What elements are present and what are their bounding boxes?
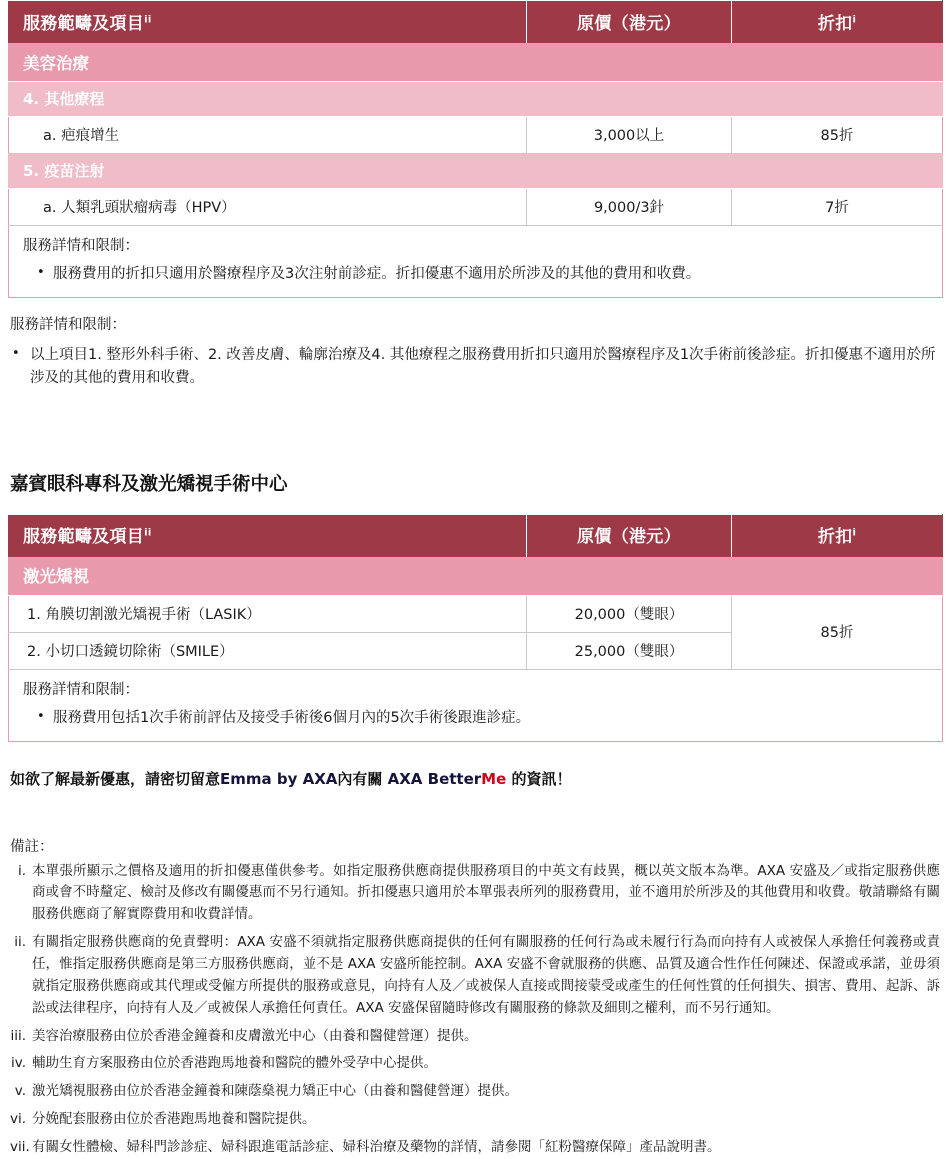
remark-text: 激光矯視服務由位於香港金鐘養和陳蔭燊視力矯正中心（由養和醫健營運）提供。 (32, 1083, 518, 1100)
promo-brand-axa-better: AXA Better (387, 769, 482, 788)
column-header-discount (732, 514, 943, 557)
table-notes-bullet-text: 服務費用包括1次手術前評估及接受手術後6個月內的5次手術後跟進診症。 (53, 710, 531, 727)
table-notes-bullet (23, 707, 928, 729)
column-header-discount-label: 折扣 (817, 13, 853, 34)
column-header-discount-label: 折扣 (817, 527, 853, 548)
promo-middle: 內有關 (337, 769, 388, 788)
service-details-title: 服務詳情和限制： (10, 316, 126, 333)
spacer (8, 496, 942, 514)
table-notes-title: 服務詳情和限制： (23, 238, 139, 254)
row-item-label: a. 人類乳頭狀瘤病毒（HPV） (9, 189, 527, 226)
category-label: 激光矯視 (9, 557, 943, 595)
row-price-value: 3,000以上 (527, 117, 732, 154)
column-header-item-label: 服務範疇及項目 (23, 13, 145, 34)
column-header-item-label: 服務範疇及項目 (23, 527, 145, 548)
spacer (8, 742, 942, 768)
row-discount-value: 85折 (732, 117, 943, 154)
bullet-icon: • (37, 709, 45, 725)
remark-item (10, 1137, 940, 1159)
service-details-bullet (10, 344, 940, 390)
table-header-row (9, 514, 943, 557)
remark-item (10, 1053, 940, 1075)
table-notes-row (9, 226, 943, 298)
row-discount-value-merged: 85折 (732, 595, 943, 669)
column-header-item (9, 1, 527, 44)
spacer (8, 789, 942, 835)
bullet-icon: • (37, 265, 45, 281)
subcategory-row (9, 82, 943, 117)
promo-brand-emma: Emma by AXA (220, 769, 338, 788)
remark-text: 美容治療服務由位於香港金鐘養和皮膚激光中心（由養和醫健營運）提供。 (32, 1027, 478, 1044)
table-notes-row (9, 669, 943, 741)
table-notes-cell (9, 669, 943, 741)
bullet-icon: • (12, 345, 20, 361)
remark-text: 本單張所顯示之價格及適用的折扣優惠僅供參考。如指定服務供應商提供服務項目的中英文有歧異，概以英文版本為準。AXA 安盛及／或指定服務供應商或會不時釐定、檢討及修改有關優惠而不另行通知。折扣優惠只適用於本單張表所列的服務費用，並不適用於所涉及的其他費用和收費。敬請聯絡有關服務供應商了解實際費用和收費詳情。 (32, 862, 940, 923)
table-header-row (9, 1, 943, 44)
section-title-eye-centre: 嘉賓眼科專科及激光矯視手術中心 (10, 473, 288, 495)
column-header-price: 原價（港元） (527, 1, 732, 44)
row-price-value: 9,000/3針 (527, 189, 732, 226)
table-row (9, 189, 943, 226)
column-header-discount (732, 1, 943, 44)
remark-item (10, 861, 940, 927)
row-item-label: a. 疤痕增生 (9, 117, 527, 154)
category-label: 美容治療 (9, 44, 943, 82)
subcategory-label: 5. 疫苗注射 (9, 154, 943, 189)
column-header-item-superscript: ii (144, 13, 152, 25)
service-details-bullet-text: 以上項目1. 整形外科手術、2. 改善皮膚、輪廓治療及4. 其他療程之服務費用折扣只適用於醫療程序及1次手術前後診症。折扣優惠不適用於所涉及的其他的費用和收費。 (30, 346, 936, 386)
promo-line (8, 768, 942, 789)
remark-text: 分娩配套服務由位於香港跑馬地養和醫院提供。 (32, 1111, 316, 1128)
remark-number: iii. (10, 1027, 26, 1044)
remark-number: iv. (11, 1055, 26, 1072)
column-header-item (9, 514, 527, 557)
table-row (9, 117, 943, 154)
table-row (9, 595, 943, 632)
table-notes-bullet-text: 服務費用的折扣只適用於醫療程序及3次注射前診症。折扣優惠不適用於所涉及的其他的費用和收費。 (53, 266, 701, 283)
column-header-discount-superscript: i (852, 13, 857, 25)
table-notes-title: 服務詳情和限制： (23, 681, 139, 698)
remark-item (10, 1026, 940, 1048)
row-discount-value: 7折 (732, 189, 943, 226)
row-item-label: 2. 小切口透鏡切除術（SMILE） (9, 632, 527, 669)
laser-vision-price-table (8, 514, 943, 742)
column-header-item-superscript: ii (144, 527, 152, 539)
subcategory-row (9, 154, 943, 189)
promo-suffix: 的資訊！ (506, 769, 572, 788)
remark-number: v. (14, 1083, 26, 1100)
remark-number: vi. (10, 1111, 27, 1128)
promo-brand-me: Me (481, 769, 507, 788)
remark-text: 輔助生育方案服務由位於香港跑馬地養和醫院的體外受孕中心提供。 (32, 1055, 437, 1072)
service-details-block (8, 314, 942, 390)
beauty-treatment-price-table (8, 0, 943, 298)
row-price-value: 20,000（雙眼） (527, 595, 732, 632)
promo-prefix: 如欲了解最新優惠，請密切留意 (10, 769, 221, 788)
remark-number: vii. (10, 1139, 30, 1156)
row-price-value: 25,000（雙眼） (527, 632, 732, 669)
remark-item (10, 932, 940, 1019)
table-notes-cell (9, 226, 943, 298)
remarks-list (8, 861, 942, 1159)
remark-number: ii. (14, 934, 26, 951)
remark-item (10, 1081, 940, 1103)
subcategory-label: 4. 其他療程 (9, 82, 943, 117)
table-notes-bullet (23, 263, 928, 285)
remark-text: 有關指定服務供應商的免責聲明：AXA 安盛不須就指定服務供應商提供的任何有關服務的任何行為或未履行行為而向持有人或被保人承擔任何義務或責任，惟指定服務供應商是第三方服務供應商，並不是 AXA 安盛所能控制。AXA 安盛不會就服務的供應、品質及適合性作任何陳述、保證或承諾，並毋須就指定服務供應商或其代理或受僱方所提供的服務或意見，向持有人及／或被保人直接或間接蒙受或產生的任何性質的任何損失、損害、費用、起訴、訴訟或法律程序，向持有人及／或被保人承擔任何責任。AXA 安盛保留隨時修改有關服務的條款及細則之權利，而不另行通知。 (32, 934, 940, 1016)
remark-number: i. (17, 862, 26, 879)
spacer (8, 436, 942, 470)
category-row (9, 557, 943, 595)
column-header-discount-superscript: i (852, 527, 857, 539)
remarks-title: 備註： (10, 838, 54, 855)
spacer (8, 390, 942, 436)
category-row (9, 44, 943, 82)
remark-text: 有關女性體檢、婦科門診診症、婦科跟進電話診症、婦科治療及藥物的詳情，請參閱「紅粉醫療保障」產品說明書。 (32, 1139, 721, 1156)
row-item-label: 1. 角膜切割激光矯視手術（LASIK） (9, 595, 527, 632)
remark-item (10, 1109, 940, 1131)
column-header-price: 原價（港元） (527, 514, 732, 557)
